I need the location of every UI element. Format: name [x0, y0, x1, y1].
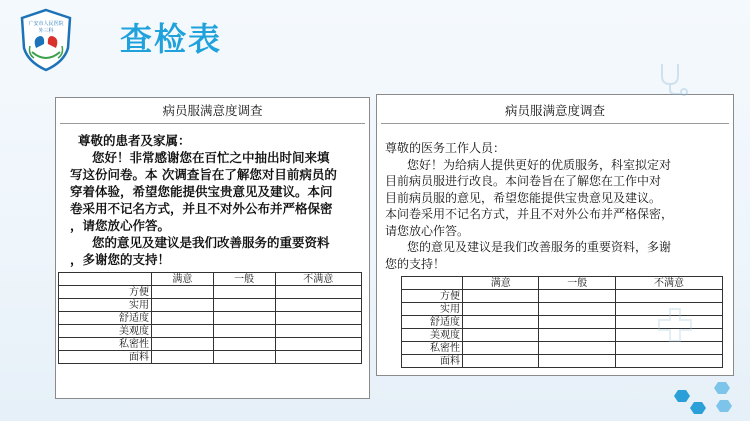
logo-text-bottom: 外三科: [38, 28, 54, 34]
row-label: 实用: [59, 299, 152, 312]
rating-cell[interactable]: [275, 312, 362, 325]
row-label: 私密性: [402, 342, 463, 355]
patient-rating-table: [58, 272, 362, 364]
rating-cell[interactable]: [539, 355, 615, 368]
hospital-logo: [18, 8, 74, 72]
rating-cell[interactable]: [152, 338, 214, 351]
text-line: 您的支持！: [385, 256, 446, 271]
patient-survey-title: 病员服满意度调查: [162, 103, 263, 118]
row-label: 实用: [402, 303, 463, 316]
rating-cell[interactable]: [539, 316, 615, 329]
column-header: 满意: [463, 277, 539, 290]
rating-cell[interactable]: [213, 299, 275, 312]
rating-cell[interactable]: [463, 355, 539, 368]
row-label: 方便: [59, 286, 152, 299]
rating-cell[interactable]: [539, 303, 615, 316]
rating-cell[interactable]: [539, 290, 615, 303]
text-line: 目前病员服进行改良。本问卷旨在了解您在工作中对: [385, 174, 662, 188]
row-label: 舒适度: [59, 312, 152, 325]
medical-cross-icon: [655, 305, 695, 345]
rating-cell[interactable]: [539, 342, 615, 355]
text-line: 您好！非常感谢您在百忙之中抽出时间来填: [92, 150, 330, 165]
text-line: 请您放心作答。: [385, 223, 470, 238]
table-row: [59, 351, 362, 364]
rating-cell[interactable]: [615, 355, 722, 368]
patient-survey-card: [55, 97, 370, 399]
rating-cell[interactable]: [152, 351, 214, 364]
rating-cell[interactable]: [463, 316, 539, 329]
table-header-row: [402, 277, 723, 290]
rating-cell[interactable]: [213, 338, 275, 351]
page-title: 查检表: [120, 20, 223, 58]
text-line: 目前病员服的意见，希望您能提供宝贵意见及建议。: [385, 190, 662, 205]
staff-survey-text: [377, 124, 733, 272]
rating-cell[interactable]: [539, 329, 615, 342]
greeting: 尊敬的患者及家属：: [78, 133, 191, 148]
patient-survey-text: [56, 124, 369, 268]
table-row: [402, 290, 723, 303]
rating-cell[interactable]: [275, 325, 362, 338]
table-row: [59, 299, 362, 312]
rating-cell[interactable]: [275, 286, 362, 299]
rating-cell[interactable]: [152, 299, 214, 312]
table-header-row: [59, 273, 362, 286]
staff-survey-title: 病员服满意度调查: [504, 103, 605, 118]
rating-cell[interactable]: [275, 338, 362, 351]
text-line: 卷采用不记名方式，并且不对外公布并严格保密: [70, 201, 333, 216]
row-label: 方便: [402, 290, 463, 303]
row-label: 舒适度: [402, 316, 463, 329]
row-label: 美观度: [59, 325, 152, 338]
text-line: ，请您放心作答。: [70, 218, 171, 233]
rating-cell[interactable]: [152, 325, 214, 338]
rating-cell[interactable]: [213, 312, 275, 325]
rating-cell[interactable]: [213, 286, 275, 299]
rating-cell[interactable]: [463, 290, 539, 303]
text-line: 您好！为给病人提供更好的优质服务，科室拟定对: [407, 157, 672, 172]
column-header: 满意: [152, 273, 214, 286]
rating-cell[interactable]: [213, 325, 275, 338]
rating-cell[interactable]: [463, 303, 539, 316]
column-header: 一般: [213, 273, 275, 286]
column-header: 不满意: [275, 273, 362, 286]
rating-cell[interactable]: [152, 312, 214, 325]
text-line: 写这份问卷。本 次调查旨在了解您对目前病员的: [70, 167, 337, 182]
row-label: 面料: [402, 355, 463, 368]
row-label: 私密性: [59, 338, 152, 351]
row-label: 面料: [59, 351, 152, 364]
text-line: 您的意见及建议是我们改善服务的重要资料: [92, 235, 330, 250]
rating-cell[interactable]: [275, 299, 362, 312]
stethoscope-icon: [652, 58, 692, 98]
greeting: 尊敬的医务工作人员：: [385, 141, 506, 155]
column-header: 一般: [539, 277, 615, 290]
row-label: 美观度: [402, 329, 463, 342]
text-line: ，多谢您的支持！: [70, 252, 171, 267]
logo-text-top: 广安市人民医院: [28, 21, 64, 27]
table-row: [59, 338, 362, 351]
table-row: [59, 312, 362, 325]
rating-cell[interactable]: [213, 351, 275, 364]
text-line: 本问卷采用不记名方式，并且不对外公布并严格保密，: [385, 207, 674, 221]
rating-cell[interactable]: [152, 286, 214, 299]
rating-cell[interactable]: [463, 342, 539, 355]
hexagon-decoration-icon: [664, 378, 744, 416]
table-row: [59, 286, 362, 299]
table-row: [59, 325, 362, 338]
text-line: 穿着体验，希望您能提供宝贵意见及建议。本问: [70, 184, 333, 199]
column-header: 不满意: [615, 277, 722, 290]
text-line: 您的意见及建议是我们改善服务的重要资料，多谢: [407, 240, 672, 254]
table-row: [402, 355, 723, 368]
rating-cell[interactable]: [275, 351, 362, 364]
rating-cell[interactable]: [463, 329, 539, 342]
rating-cell[interactable]: [615, 290, 722, 303]
